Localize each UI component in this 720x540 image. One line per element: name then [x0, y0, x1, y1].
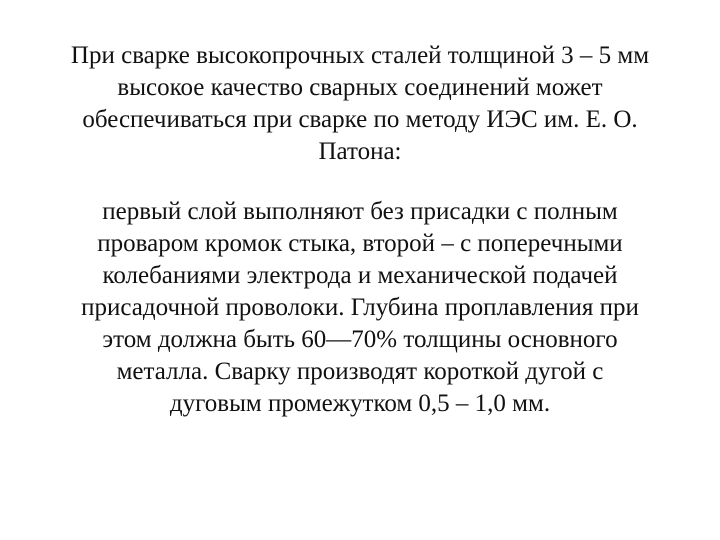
intro-line: При сварке высокопрочных сталей толщиной 3 – 5 мм	[70, 42, 650, 69]
body-line: металла. Сварку производят короткой дугой с	[116, 358, 604, 385]
body-line: присадочной проволоки. Глубина проплавления при	[81, 294, 639, 321]
body-line: дуговым промежутком 0,5 – 1,0 мм.	[169, 390, 551, 417]
body-line: этом должна быть 60—70% толщины основного	[102, 326, 618, 353]
intro-line: высокое качество сварных соединений может	[117, 74, 603, 101]
body-paragraph	[30, 196, 690, 420]
intro-line: Патона:	[318, 138, 402, 165]
body-line: колебаниями электрода и механической подачей	[102, 262, 618, 289]
body-line: первый слой выполняют без присадки с полным	[102, 198, 618, 225]
body-line: проваром кромок стыка, второй – с поперечными	[97, 230, 623, 257]
intro-line: обеспечиваться при сварке по методу ИЭС им. Е. О.	[82, 106, 638, 133]
intro-paragraph	[30, 40, 690, 168]
